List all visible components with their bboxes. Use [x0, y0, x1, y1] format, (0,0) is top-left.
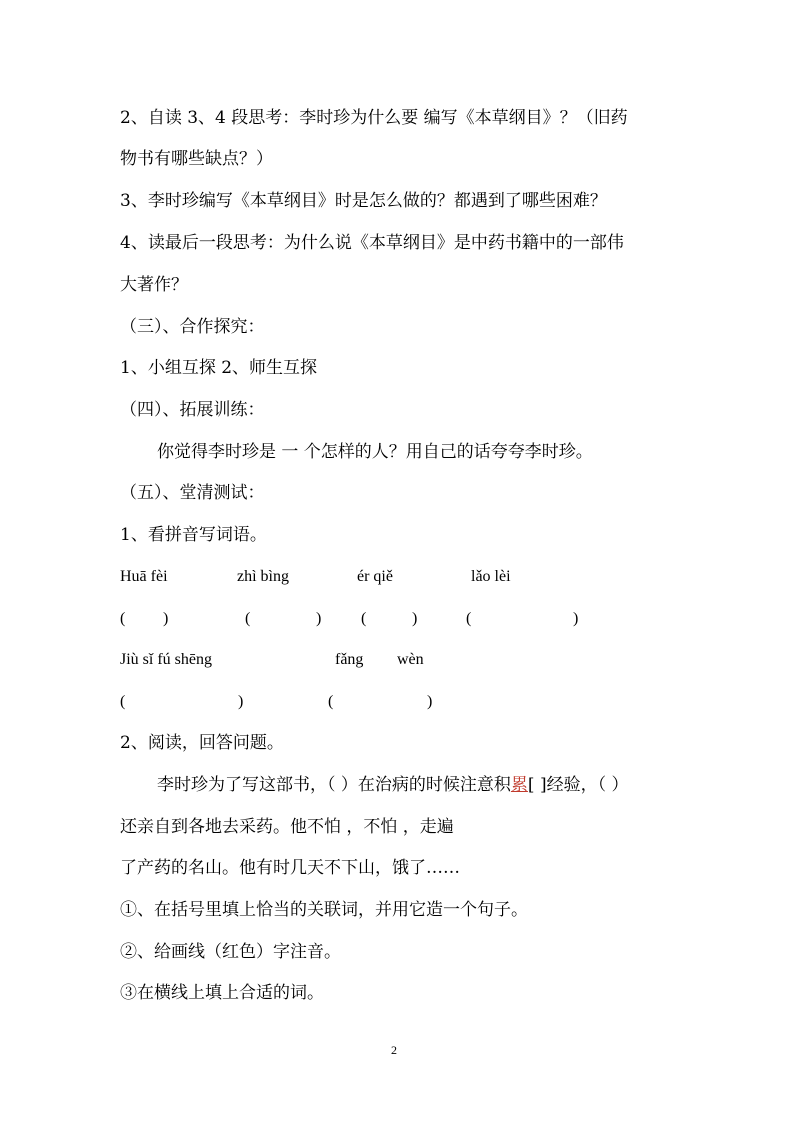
answer-bracket-close: ) [412, 610, 418, 627]
sub-question-2: ②、给画线（红色）字注音。 [120, 942, 341, 962]
page-number: 2 [391, 1043, 397, 1057]
section-heading-extension: （四）、拓展训练： [120, 400, 265, 420]
answer-bracket-open: ( [120, 693, 126, 710]
pinyin-word: Jiù sǐ fú shēng [120, 651, 212, 668]
reading-text: 李时珍为了写这部书，（ ）在治病的时候注意积 [157, 775, 511, 795]
section-heading-test: （五）、堂清测试： [120, 483, 265, 503]
reading-paragraph-line-2: 还亲自到各地去采药。他不怕 ，不怕 ，走遍 [120, 817, 454, 837]
question-2-line-1: 2、自读 3、4 段思考：李时珍为什么要 编写《本草纲目》？（旧药 [120, 108, 628, 128]
pinyin-word: zhì bìng [237, 568, 289, 585]
answer-bracket-open: ( [328, 693, 334, 710]
section-heading-cooperation: （三）、合作探究： [120, 317, 265, 337]
pinyin-word: wèn [397, 651, 424, 668]
underlined-red-character: 累 [510, 775, 528, 795]
question-3: 3、李时珍编写《本草纲目》时是怎么做的？都遇到了哪些困难？ [120, 191, 607, 211]
question-4-line-1: 4、读最后一段思考：为什么说《本草纲目》是中药书籍中的一部伟 [120, 233, 624, 253]
answer-bracket-open: ( [245, 610, 251, 627]
answer-bracket-open: ( [466, 610, 472, 627]
reading-paragraph-line-3: 了产药的名山。他有时几天不下山，饿了…… [120, 858, 460, 878]
answer-bracket-open: ( [361, 610, 367, 627]
answer-bracket-close: ) [238, 693, 244, 710]
pinyin-word: lǎo lèi [471, 568, 511, 585]
pinyin-word: fǎng [335, 651, 364, 668]
sub-question-3: ③在横线上填上合适的词。 [120, 983, 324, 1003]
answer-bracket-open: ( [120, 610, 126, 627]
extension-prompt: 你觉得李时珍是 一 个怎样的人？用自己的话夸夸李时珍。 [157, 442, 593, 462]
answer-bracket-close: ) [427, 693, 433, 710]
pinyin-word: ér qiě [357, 568, 393, 585]
answer-bracket-close: ) [316, 610, 322, 627]
question-4-line-2: 大著作？ [120, 275, 188, 295]
answer-bracket-close: ) [573, 610, 579, 627]
pinyin-word: Huā fèi [120, 568, 168, 585]
question-2-line-2: 物书有哪些缺点？） [120, 149, 273, 169]
answer-bracket-close: ) [163, 610, 169, 627]
test-item-2-title: 2、阅读，回答问题。 [120, 733, 284, 753]
reading-paragraph-line-1 [157, 774, 628, 796]
cooperation-steps: 1、小组互探 2、师生互探 [120, 358, 318, 378]
reading-text: [ ]经验，（ ） [527, 775, 629, 795]
test-item-1-title: 1、看拼音写词语。 [120, 525, 267, 545]
sub-question-1: ①、在括号里填上恰当的关联词，并用它造一个句子。 [120, 900, 528, 920]
